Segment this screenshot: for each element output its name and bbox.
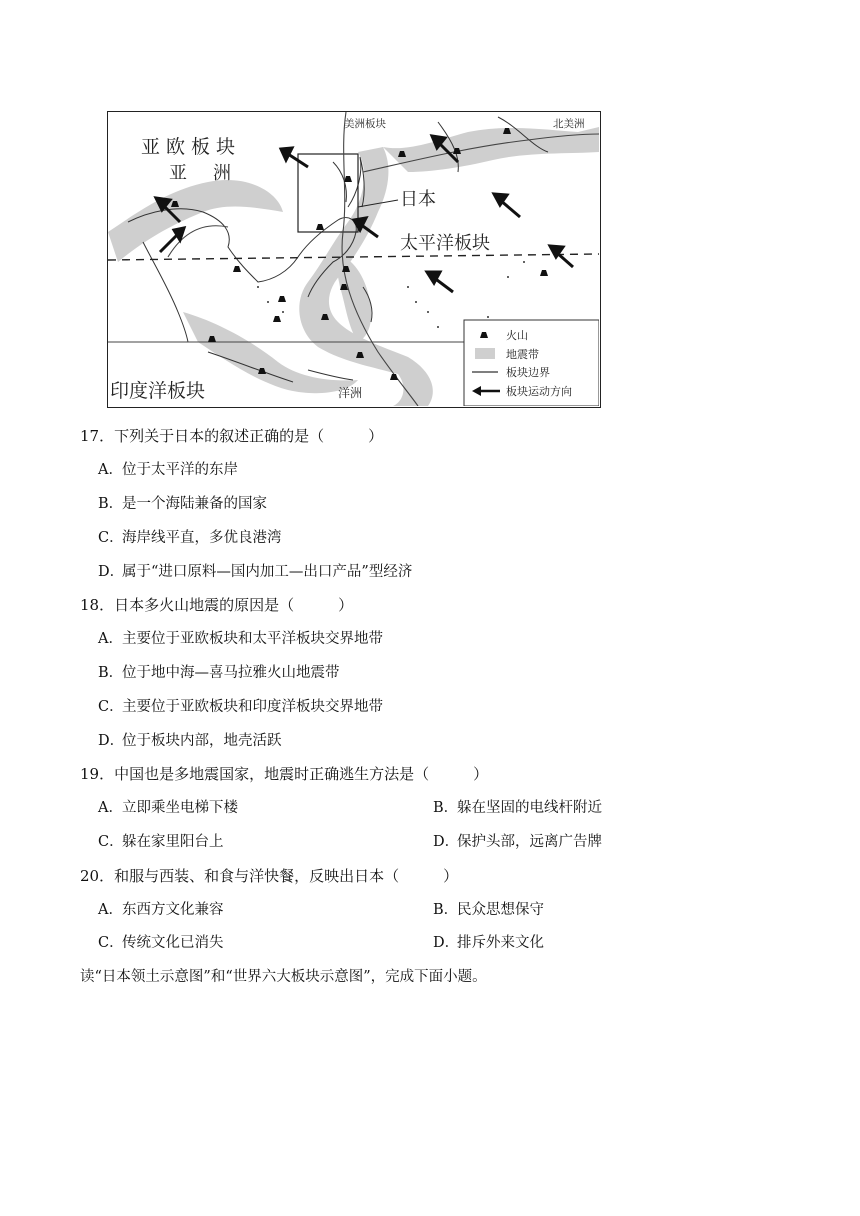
option-text: 民众思想保守 <box>457 902 544 918</box>
option-text: 位于地中海—喜马拉雅火山地震带 <box>122 665 340 681</box>
option-19-a[interactable] <box>98 798 238 818</box>
map-label-north-america: 北美洲 <box>553 118 585 130</box>
option-letter: D． <box>98 564 125 580</box>
map-label-america-plate: 美洲板块 <box>344 118 386 130</box>
option-letter: D． <box>433 834 460 850</box>
option-letter: A． <box>98 631 123 647</box>
option-letter: A． <box>98 800 123 816</box>
option-letter: A． <box>98 462 123 478</box>
question-text: 下列关于日本的叙述正确的是（ <box>114 427 325 445</box>
legend-seismic-label: 地震带 <box>506 348 539 361</box>
option-text: 位于太平洋的东岸 <box>122 462 238 478</box>
option-20-c[interactable] <box>98 933 224 953</box>
option-18-a[interactable] <box>98 629 383 649</box>
option-text: 主要位于亚欧板块和印度洋板块交界地带 <box>122 699 383 715</box>
option-19-d[interactable] <box>433 832 602 852</box>
question-number: 18． <box>80 596 115 614</box>
option-17-b[interactable] <box>98 494 267 514</box>
question-close-paren: ） <box>443 867 459 885</box>
legend-boundary-label: 板块边界 <box>506 366 550 379</box>
option-text: 属于“进口原料—国内加工—出口产品”型经济 <box>122 564 413 580</box>
option-text: 位于板块内部，地壳活跃 <box>122 733 282 749</box>
map-label-asia: 亚 洲 <box>169 163 235 184</box>
option-text: 主要位于亚欧板块和太平洋板块交界地带 <box>122 631 383 647</box>
island-dots <box>257 261 525 328</box>
option-text: 是一个海陆兼备的国家 <box>122 496 267 512</box>
question-text: 和服与西装、和食与洋快餐，反映出日本（ <box>114 867 400 885</box>
map-label-eurasia-plate: 亚欧板块 <box>141 136 242 158</box>
option-text: 海岸线平直，多优良港湾 <box>122 530 282 546</box>
option-18-d[interactable] <box>98 731 282 751</box>
reading-instruction: 读“日本领土示意图”和“世界六大板块示意图”，完成下面小题。 <box>80 969 487 985</box>
legend-volcano-label: 火山 <box>506 329 528 342</box>
question-17 <box>80 426 383 446</box>
option-letter: C． <box>98 699 124 715</box>
option-17-c[interactable] <box>98 528 282 548</box>
map-label-japan: 日本 <box>400 189 436 210</box>
option-17-d[interactable] <box>98 562 412 582</box>
option-letter: D． <box>98 733 125 749</box>
question-close-paren: ） <box>473 765 489 783</box>
option-letter: B． <box>433 800 459 816</box>
option-text: 保护头部，远离广告牌 <box>457 834 602 850</box>
map-label-indian-plate: 印度洋板块 <box>110 380 206 402</box>
option-letter: B． <box>98 496 124 512</box>
question-close-paren: ） <box>338 596 354 614</box>
option-letter: B． <box>433 902 459 918</box>
map-label-pacific-plate: 太平洋板块 <box>400 233 490 254</box>
question-number: 19． <box>80 765 115 783</box>
option-text: 躲在坚固的电线杆附近 <box>457 800 602 816</box>
option-text: 东西方文化兼容 <box>122 902 224 918</box>
plate-map-figure <box>107 111 601 408</box>
question-number: 17． <box>80 427 115 445</box>
option-text: 立即乘坐电梯下楼 <box>122 800 238 816</box>
option-letter: C． <box>98 935 124 951</box>
option-text: 传统文化已消失 <box>122 935 224 951</box>
option-letter: A． <box>98 902 123 918</box>
option-19-b[interactable] <box>433 798 602 818</box>
question-18 <box>80 595 353 615</box>
question-number: 20． <box>80 867 115 885</box>
option-20-a[interactable] <box>98 900 224 920</box>
option-18-b[interactable] <box>98 663 340 683</box>
option-text: 躲在家里阳台上 <box>122 834 224 850</box>
option-17-a[interactable] <box>98 460 238 480</box>
question-close-paren: ） <box>368 427 384 445</box>
question-19 <box>80 764 488 784</box>
option-text: 排斥外来文化 <box>457 935 544 951</box>
question-20 <box>80 866 458 886</box>
option-letter: B． <box>98 665 124 681</box>
question-text: 日本多火山地震的原因是（ <box>114 596 295 614</box>
option-19-c[interactable] <box>98 832 224 852</box>
legend-motion-label: 板块运动方向 <box>506 385 572 398</box>
option-18-c[interactable] <box>98 697 383 717</box>
option-letter: C． <box>98 834 124 850</box>
question-text: 中国也是多地震国家，地震时正确逃生方法是（ <box>114 765 430 783</box>
option-letter: D． <box>433 935 460 951</box>
legend-seismic-symbol <box>475 348 495 359</box>
option-letter: C． <box>98 530 124 546</box>
map-label-oceania: 洋洲 <box>338 386 363 400</box>
option-20-d[interactable] <box>433 933 544 953</box>
option-20-b[interactable] <box>433 900 544 920</box>
